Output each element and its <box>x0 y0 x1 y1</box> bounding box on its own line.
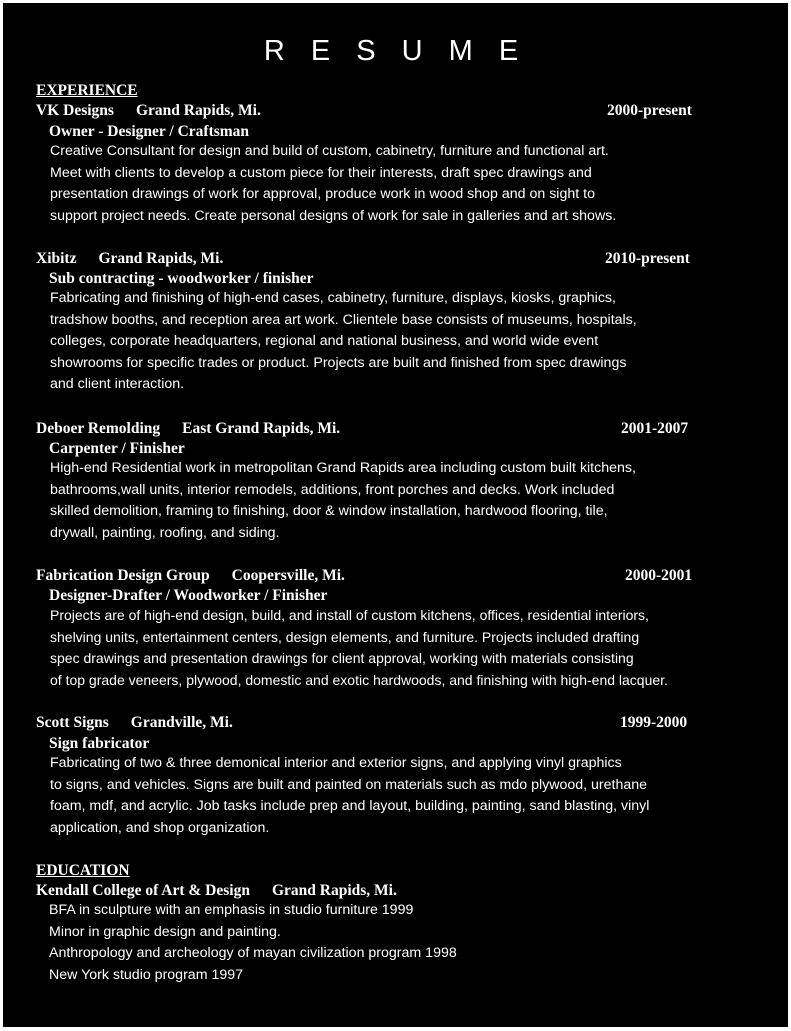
job-dates: 1999-2000 <box>620 714 688 731</box>
description-line: colleges, corporate headquarters, regional and national business, and world wide event <box>50 333 599 349</box>
job-description <box>50 141 616 227</box>
job-description <box>50 288 637 396</box>
resume-page <box>3 3 788 1027</box>
job-role: Owner - Designer / Craftsman <box>49 123 250 140</box>
job-company: VK Designs <box>36 102 114 119</box>
education-item: BFA in sculpture with an emphasis in studio furniture 1999 <box>49 902 414 918</box>
job-location: Grand Rapids, Mi. <box>135 102 261 119</box>
description-line: Meet with clients to develop a custom piece for their interests, draft spec drawings and <box>50 164 592 181</box>
job-header <box>36 101 261 121</box>
job-dates: 2000-present <box>607 102 692 119</box>
description-line: Fabricating of two & three demonical interior and exterior signs, and applying vinyl graphics <box>50 755 622 771</box>
description-line: of top grade veneers, plywood, domestic and exotic hardwoods, and finishing with high-end lacquer. <box>50 671 668 688</box>
description-line: Creative Consultant for design and build of custom, cabinetry, furniture and functional art. <box>50 143 609 159</box>
education-item: New York studio program 1997 <box>49 966 244 983</box>
job-description <box>50 753 649 839</box>
resume-title: R E S U M E <box>263 35 528 67</box>
job-description <box>50 605 668 691</box>
job-location: Grand Rapids, Mi. <box>98 250 224 267</box>
job-description <box>50 458 636 544</box>
school-header <box>36 881 397 901</box>
school-name: Kendall College of Art & Design <box>36 882 250 899</box>
description-line: shelving units, entertainment centers, design elements, and furniture. Projects included drafting <box>50 628 640 645</box>
job-company: Xibitz <box>36 250 77 267</box>
description-line: Projects are of high-end design, build, and install of custom kitchens, offices, residential interiors, <box>50 607 649 623</box>
description-line: presentation drawings of work for approval, produce work in wood shop and on sight to <box>50 186 595 202</box>
job-location: East Grand Rapids, Mi. <box>182 420 341 437</box>
description-line: skilled demolition, framing to finishing, door & window installation, hardwood flooring, tile, <box>50 503 608 519</box>
job-header <box>36 419 340 439</box>
job-role: Designer-Drafter / Woodworker / Finisher <box>49 587 328 604</box>
job-location: Coopersville, Mi. <box>231 567 345 584</box>
job-company: Fabrication Design Group <box>36 567 210 584</box>
job-company: Deboer Remolding <box>36 420 161 437</box>
description-line: and client interaction. <box>50 376 185 392</box>
education-item: Anthropology and archeology of mayan civilization program 1998 <box>49 945 457 961</box>
education-item: Minor in graphic design and painting. <box>49 923 281 940</box>
description-line: foam, mdf, and acrylic. Job tasks include prep and layout, building, painting, sand blasting, vinyl <box>50 798 650 814</box>
job-role: Sub contracting - woodworker / finisher <box>49 270 314 287</box>
description-line: Fabricating and finishing of high-end cases, cabinetry, furniture, displays, kiosks, graphics, <box>50 290 616 306</box>
job-role: Sign fabricator <box>49 735 150 752</box>
description-line: spec drawings and presentation drawings for client approval, working with materials consisting <box>50 650 634 666</box>
job-header <box>36 713 233 733</box>
education-heading: EDUCATION <box>36 862 130 879</box>
job-dates: 2001-2007 <box>621 420 689 437</box>
description-line: application, and shop organization. <box>50 819 270 836</box>
job-dates: 2010-present <box>605 250 690 267</box>
description-line: tradshow booths, and reception area art work. Clientele base consists of museums, hospitals, <box>50 311 637 328</box>
description-line: showrooms for specific trades or product. Projects are built and finished from spec drawings <box>50 354 627 371</box>
description-line: drywall, painting, roofing, and siding. <box>50 524 280 541</box>
job-company: Scott Signs <box>36 714 109 731</box>
education-list <box>49 900 457 986</box>
job-header <box>36 566 345 586</box>
description-line: High-end Residential work in metropolitan Grand Rapids area including custom built kitchens, <box>50 460 636 476</box>
job-role: Carpenter / Finisher <box>49 440 185 457</box>
job-location: Grandville, Mi. <box>130 714 233 731</box>
description-line: support project needs. Create personal designs of work for sale in galleries and art shows. <box>50 207 617 224</box>
job-dates: 2000-2001 <box>625 567 693 584</box>
experience-heading: EXPERIENCE <box>36 82 138 99</box>
job-header <box>36 249 223 269</box>
school-location: Grand Rapids, Mi. <box>271 882 397 899</box>
description-line: bathrooms,wall units, interior remodels, additions, front porches and decks. Work included <box>50 481 615 498</box>
description-line: to signs, and vehicles. Signs are built and painted on materials such as mdo plywood, urethane <box>50 776 648 793</box>
